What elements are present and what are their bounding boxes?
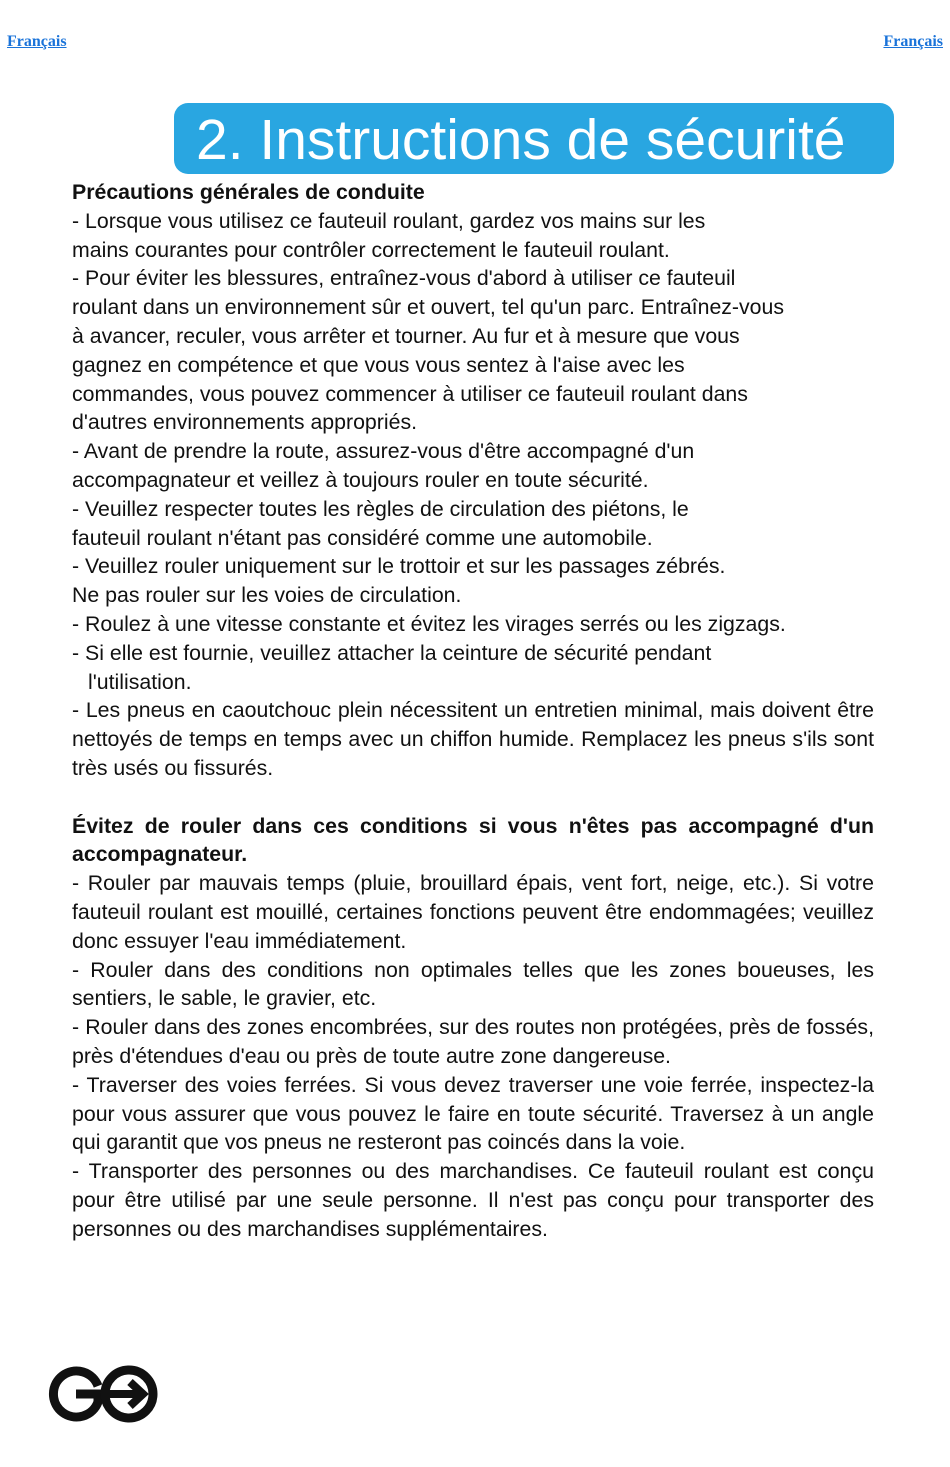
section1-line: d'autres environnements appropriés.: [72, 410, 418, 435]
section-spacer: [72, 783, 874, 812]
section1-final-paragraph: - Les pneus en caoutchouc plein nécessitent un entretien minimal, mais doivent être nettoyés de temps en temps avec un chiffon humide. Remplacez les pneus s'ils sont très usés ou fissurés.: [72, 698, 874, 780]
section1-line: commandes, vous pouvez commencer à utiliser ce fauteuil roulant dans: [72, 381, 748, 406]
section1-line: roulant dans un environnement sûr et ouvert, tel qu'un parc. Entraînez-vous: [72, 295, 785, 320]
section1-line: gagnez en compétence et que vous vous sentez à l'aise avec les: [72, 352, 685, 377]
language-link-left[interactable]: Français: [7, 33, 67, 50]
section2-paragraph: - Rouler dans des conditions non optimales telles que les zones boueuses, les sentiers, le sable, le gravier, etc.: [72, 957, 874, 1011]
section1-line: fauteuil roulant n'étant pas considéré comme une automobile.: [72, 525, 653, 550]
section1-line: - Roulez à une vitesse constante et évitez les virages serrés ou les zigzags.: [72, 611, 786, 636]
go-arrow-logo-icon: [46, 1364, 158, 1424]
section-title-banner: [174, 103, 894, 174]
section1-line: - Lorsque vous utilisez ce fauteuil roulant, gardez vos mains sur les: [72, 208, 706, 233]
section1-line: - Veuillez rouler uniquement sur le trottoir et sur les passages zébrés.: [72, 554, 726, 579]
section1-heading: Précautions générales de conduite: [72, 180, 425, 204]
section1-line: - Si elle est fournie, veuillez attacher la ceinture de sécurité pendant: [72, 640, 712, 665]
section1-line: - Veuillez respecter toutes les règles de circulation des piétons, le: [72, 496, 689, 521]
section2-paragraph: - Transporter des personnes ou des marchandises. Ce fauteuil roulant est conçu pour être utilisé par une seule personne. Il n'est pas conçu pour transporter des personnes ou des marchandises supplémentaires.: [72, 1159, 874, 1241]
section2-heading: Évitez de rouler dans ces conditions si vous n'êtes pas accompagné d'un accompagnateur.: [72, 813, 874, 867]
section2-paragraph: - Traverser des voies ferrées. Si vous devez traverser une voie ferrée, inspectez-la pour vous assurer que vous pouvez le faire en toute sécurité. Traversez à un angle qui garantit que vos pneus ne resteront pas coincés dans la voie.: [72, 1072, 874, 1155]
section1-line-indented: l'utilisation.: [88, 669, 192, 694]
language-link-right[interactable]: Français: [883, 33, 943, 50]
section1-line: accompagnateur et veillez à toujours rouler en toute sécurité.: [72, 467, 649, 492]
section2-paragraph: - Rouler par mauvais temps (pluie, brouillard épais, vent fort, neige, etc.). Si votre fauteuil roulant est mouillé, certaines fonctions peuvent être endommagées; veuillez donc essuyer l'eau immédiatement.: [72, 871, 874, 953]
document-body: [72, 178, 874, 1243]
section1-line: mains courantes pour contrôler correctement le fauteuil roulant.: [72, 237, 670, 262]
section1-line: à avancer, reculer, vous arrêter et tourner. Au fur et à mesure que vous: [72, 323, 740, 348]
section2-paragraph: - Rouler dans des zones encombrées, sur des routes non protégées, près de fossés, près d'étendues d'eau ou près de toute autre zone dangereuse.: [72, 1015, 874, 1068]
section1-line: Ne pas rouler sur les voies de circulation.: [72, 583, 462, 608]
section-title: 2. Instructions de sécurité: [196, 108, 846, 172]
section1-line: - Pour éviter les blessures, entraînez-vous d'abord à utiliser ce fauteuil: [72, 266, 736, 291]
section1-line: - Avant de prendre la route, assurez-vous d'être accompagné d'un: [72, 439, 695, 464]
